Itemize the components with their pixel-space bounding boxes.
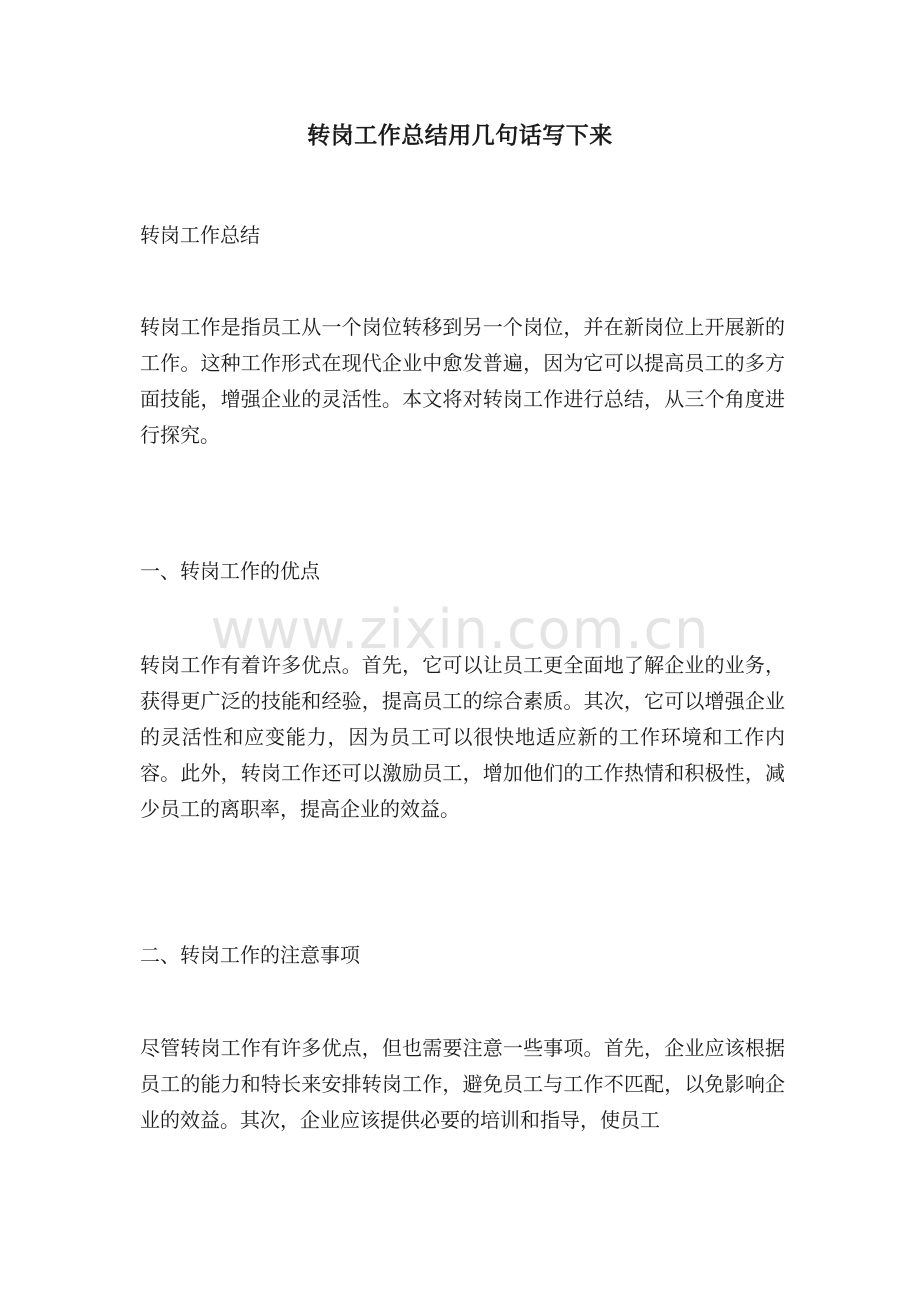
section-2-paragraph: 尽管转岗工作有许多优点，但也需要注意一些事项。首先，企业应该根据员工的能力和特长来安排转岗工作，避免员工与工作不匹配，以免影响企业的效益。其次，企业应该提供必要的培训和指导，使员工 <box>140 1036 785 1132</box>
watermark-logo: www.zixin.com.cn <box>210 598 710 661</box>
document-title: 转岗工作总结用几句话写下来 <box>307 122 613 149</box>
intro-paragraph: 转岗工作是指员工从一个岗位转移到另一个岗位，并在新岗位上开展新的工作。这种工作形式在现代企业中愈发普遍，因为它可以提高员工的多方面技能，增强企业的灵活性。本文将对转岗工作进行总结，从三个角度进行探究。 <box>140 315 785 447</box>
section-1-heading: 一、转岗工作的优点 <box>140 559 320 583</box>
document-subtitle: 转岗工作总结 <box>140 223 260 247</box>
section-2-heading: 二、转岗工作的注意事项 <box>140 943 360 967</box>
section-1-paragraph: 转岗工作有着许多优点。首先，它可以让员工更全面地了解企业的业务，获得更广泛的技能和经验，提高员工的综合素质。其次，它可以增强企业的灵活性和应变能力，因为员工可以很快地适应新的工作环境和工作内容。此外，转岗工作还可以激励员工，增加他们的工作热情和积极性，减少员工的离职率，提高企业的效益。 <box>140 653 785 821</box>
